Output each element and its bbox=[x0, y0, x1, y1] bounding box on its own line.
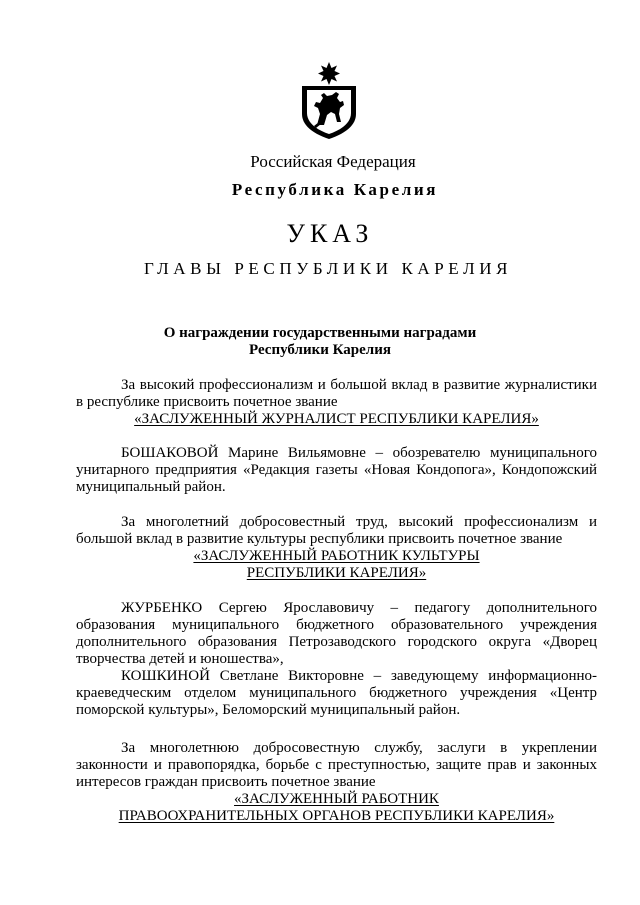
decree-subject bbox=[0, 325, 640, 359]
culture-award-title-line-2: РЕСПУБЛИКИ КАРЕЛИЯ» bbox=[246, 565, 427, 581]
law-award-title bbox=[76, 791, 597, 825]
culture-award-title bbox=[76, 548, 597, 582]
karelia-coat-of-arms-icon bbox=[296, 62, 362, 140]
journalist-awardee: БОШАКОВОЙ Марине Вильямовне – обозревателю муниципального унитарного предприятия «Редакция газеты «Новая Кондопога», Кондопожский муниципальный район. bbox=[76, 445, 597, 495]
journalist-intro: За высокий профессионализм и большой вклад в развитие журналистики в республике присвоить почетное звание bbox=[76, 377, 597, 410]
journalist-award-title bbox=[76, 411, 597, 428]
culture-intro: За многолетний добросовестный труд, высокий профессионализм и большой вклад в развитие культуры республики присвоить почетное звание bbox=[76, 514, 597, 547]
culture-awardee-1: ЖУРБЕНКО Сергею Ярославовичу – педагогу дополнительного образования муниципального бюджетного образовательного учреждения дополнительного образования Петрозаводского городского округа «Дворец творчества детей и юношества», bbox=[76, 600, 597, 667]
journalist-award-title-line-1: «ЗАСЛУЖЕННЫЙ ЖУРНАЛИСТ РЕСПУБЛИКИ КАРЕЛИЯ» bbox=[134, 411, 539, 427]
culture-awardee-2: КОШКИНОЙ Светлане Викторовне – заведующему информационно-краеведческим отделом муниципального бюджетного учреждения «Центр поморской культуры», Беломорский муниципальный район. bbox=[76, 668, 597, 718]
culture-award-title-line-1: «ЗАСЛУЖЕННЫЙ РАБОТНИК КУЛЬТУРЫ bbox=[193, 548, 480, 564]
document-type: УКАЗ bbox=[286, 219, 374, 248]
republic-name: Республика Карелия bbox=[231, 180, 439, 199]
country-name: Российская Федерация bbox=[250, 152, 416, 171]
subject-line-2: Республики Карелия bbox=[249, 342, 391, 358]
subject-line-1: О награждении государственными наградами bbox=[163, 325, 477, 341]
law-intro: За многолетнюю добросовестную службу, заслуги в укреплении законности и правопорядка, борьбе с преступностью, защите прав и законных интересов граждан присвоить почетное звание bbox=[76, 740, 597, 790]
issuer-title: ГЛАВЫ РЕСПУБЛИКИ КАРЕЛИЯ bbox=[143, 259, 513, 278]
law-award-title-line-1: «ЗАСЛУЖЕННЫЙ РАБОТНИК bbox=[234, 791, 439, 807]
law-award-title-line-2: ПРАВООХРАНИТЕЛЬНЫХ ОРГАНОВ РЕСПУБЛИКИ КАРЕЛИЯ» bbox=[118, 808, 555, 824]
